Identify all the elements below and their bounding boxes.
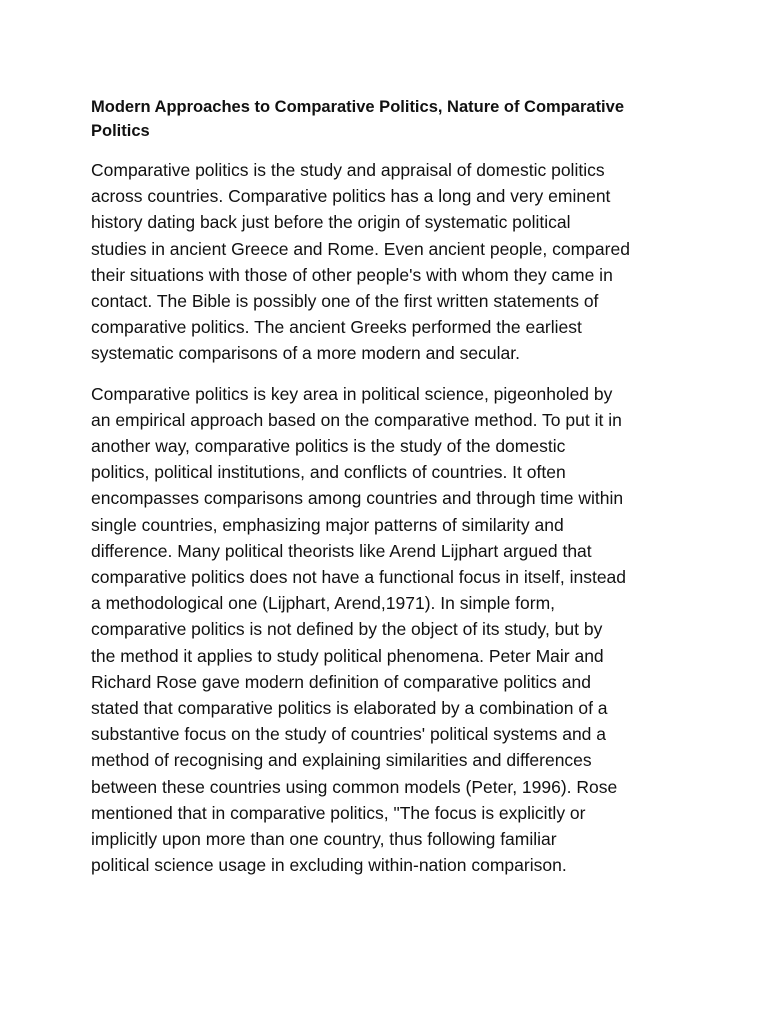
text-line: politics, political institutions, and conflicts of countries. It often xyxy=(91,462,566,483)
text-line: stated that comparative politics is elaborated by a combination of a xyxy=(91,698,608,719)
text-line: comparative politics does not have a functional focus in itself, instead xyxy=(91,567,627,588)
text-line: implicitly upon more than one country, thus following familiar xyxy=(91,829,557,850)
text-line: political science usage in excluding within-nation comparison. xyxy=(91,855,567,876)
text-line: their situations with those of other people's with whom they came in xyxy=(91,264,613,285)
paragraph-2 xyxy=(91,381,691,879)
text-line: substantive focus on the study of countries' political systems and a xyxy=(91,724,607,745)
title-line: Modern Approaches to Comparative Politics, Nature of Comparative xyxy=(91,98,624,116)
text-line: Richard Rose gave modern definition of comparative politics and xyxy=(91,671,591,692)
document-body xyxy=(91,95,691,892)
title-line: Politics xyxy=(91,122,150,140)
text-line: history dating back just before the origin of systematic political xyxy=(91,212,571,233)
text-line: mentioned that in comparative politics, "The focus is explicitly or xyxy=(91,802,586,823)
text-line: method of recognising and explaining similarities and differences xyxy=(91,750,592,771)
text-line: comparative politics is not defined by the object of its study, but by xyxy=(91,619,603,640)
text-line: systematic comparisons of a more modern and secular. xyxy=(91,343,520,364)
text-line: an empirical approach based on the comparative method. To put it in xyxy=(91,409,622,430)
document-title xyxy=(91,95,691,143)
text-line: contact. The Bible is possibly one of the first written statements of xyxy=(91,291,599,312)
text-line: comparative politics. The ancient Greeks performed the earliest xyxy=(91,317,582,338)
text-line: difference. Many political theorists like Arend Lijphart argued that xyxy=(91,540,592,561)
text-line: across countries. Comparative politics has a long and very eminent xyxy=(91,186,611,207)
text-line: the method it applies to study political phenomena. Peter Mair and xyxy=(91,645,604,666)
text-line: another way, comparative politics is the study of the domestic xyxy=(91,436,566,457)
text-line: studies in ancient Greece and Rome. Even ancient people, compared xyxy=(91,238,630,259)
text-line: between these countries using common models (Peter, 1996). Rose xyxy=(91,776,618,797)
paragraph-1 xyxy=(91,157,691,367)
text-line: a methodological one (Lijphart, Arend,1971). In simple form, xyxy=(91,593,556,614)
text-line: encompasses comparisons among countries and through time within xyxy=(91,488,624,509)
text-line: Comparative politics is the study and appraisal of domestic politics xyxy=(91,160,605,180)
text-line: Comparative politics is key area in political science, pigeonholed by xyxy=(91,383,613,404)
text-line: single countries, emphasizing major patterns of similarity and xyxy=(91,514,564,535)
